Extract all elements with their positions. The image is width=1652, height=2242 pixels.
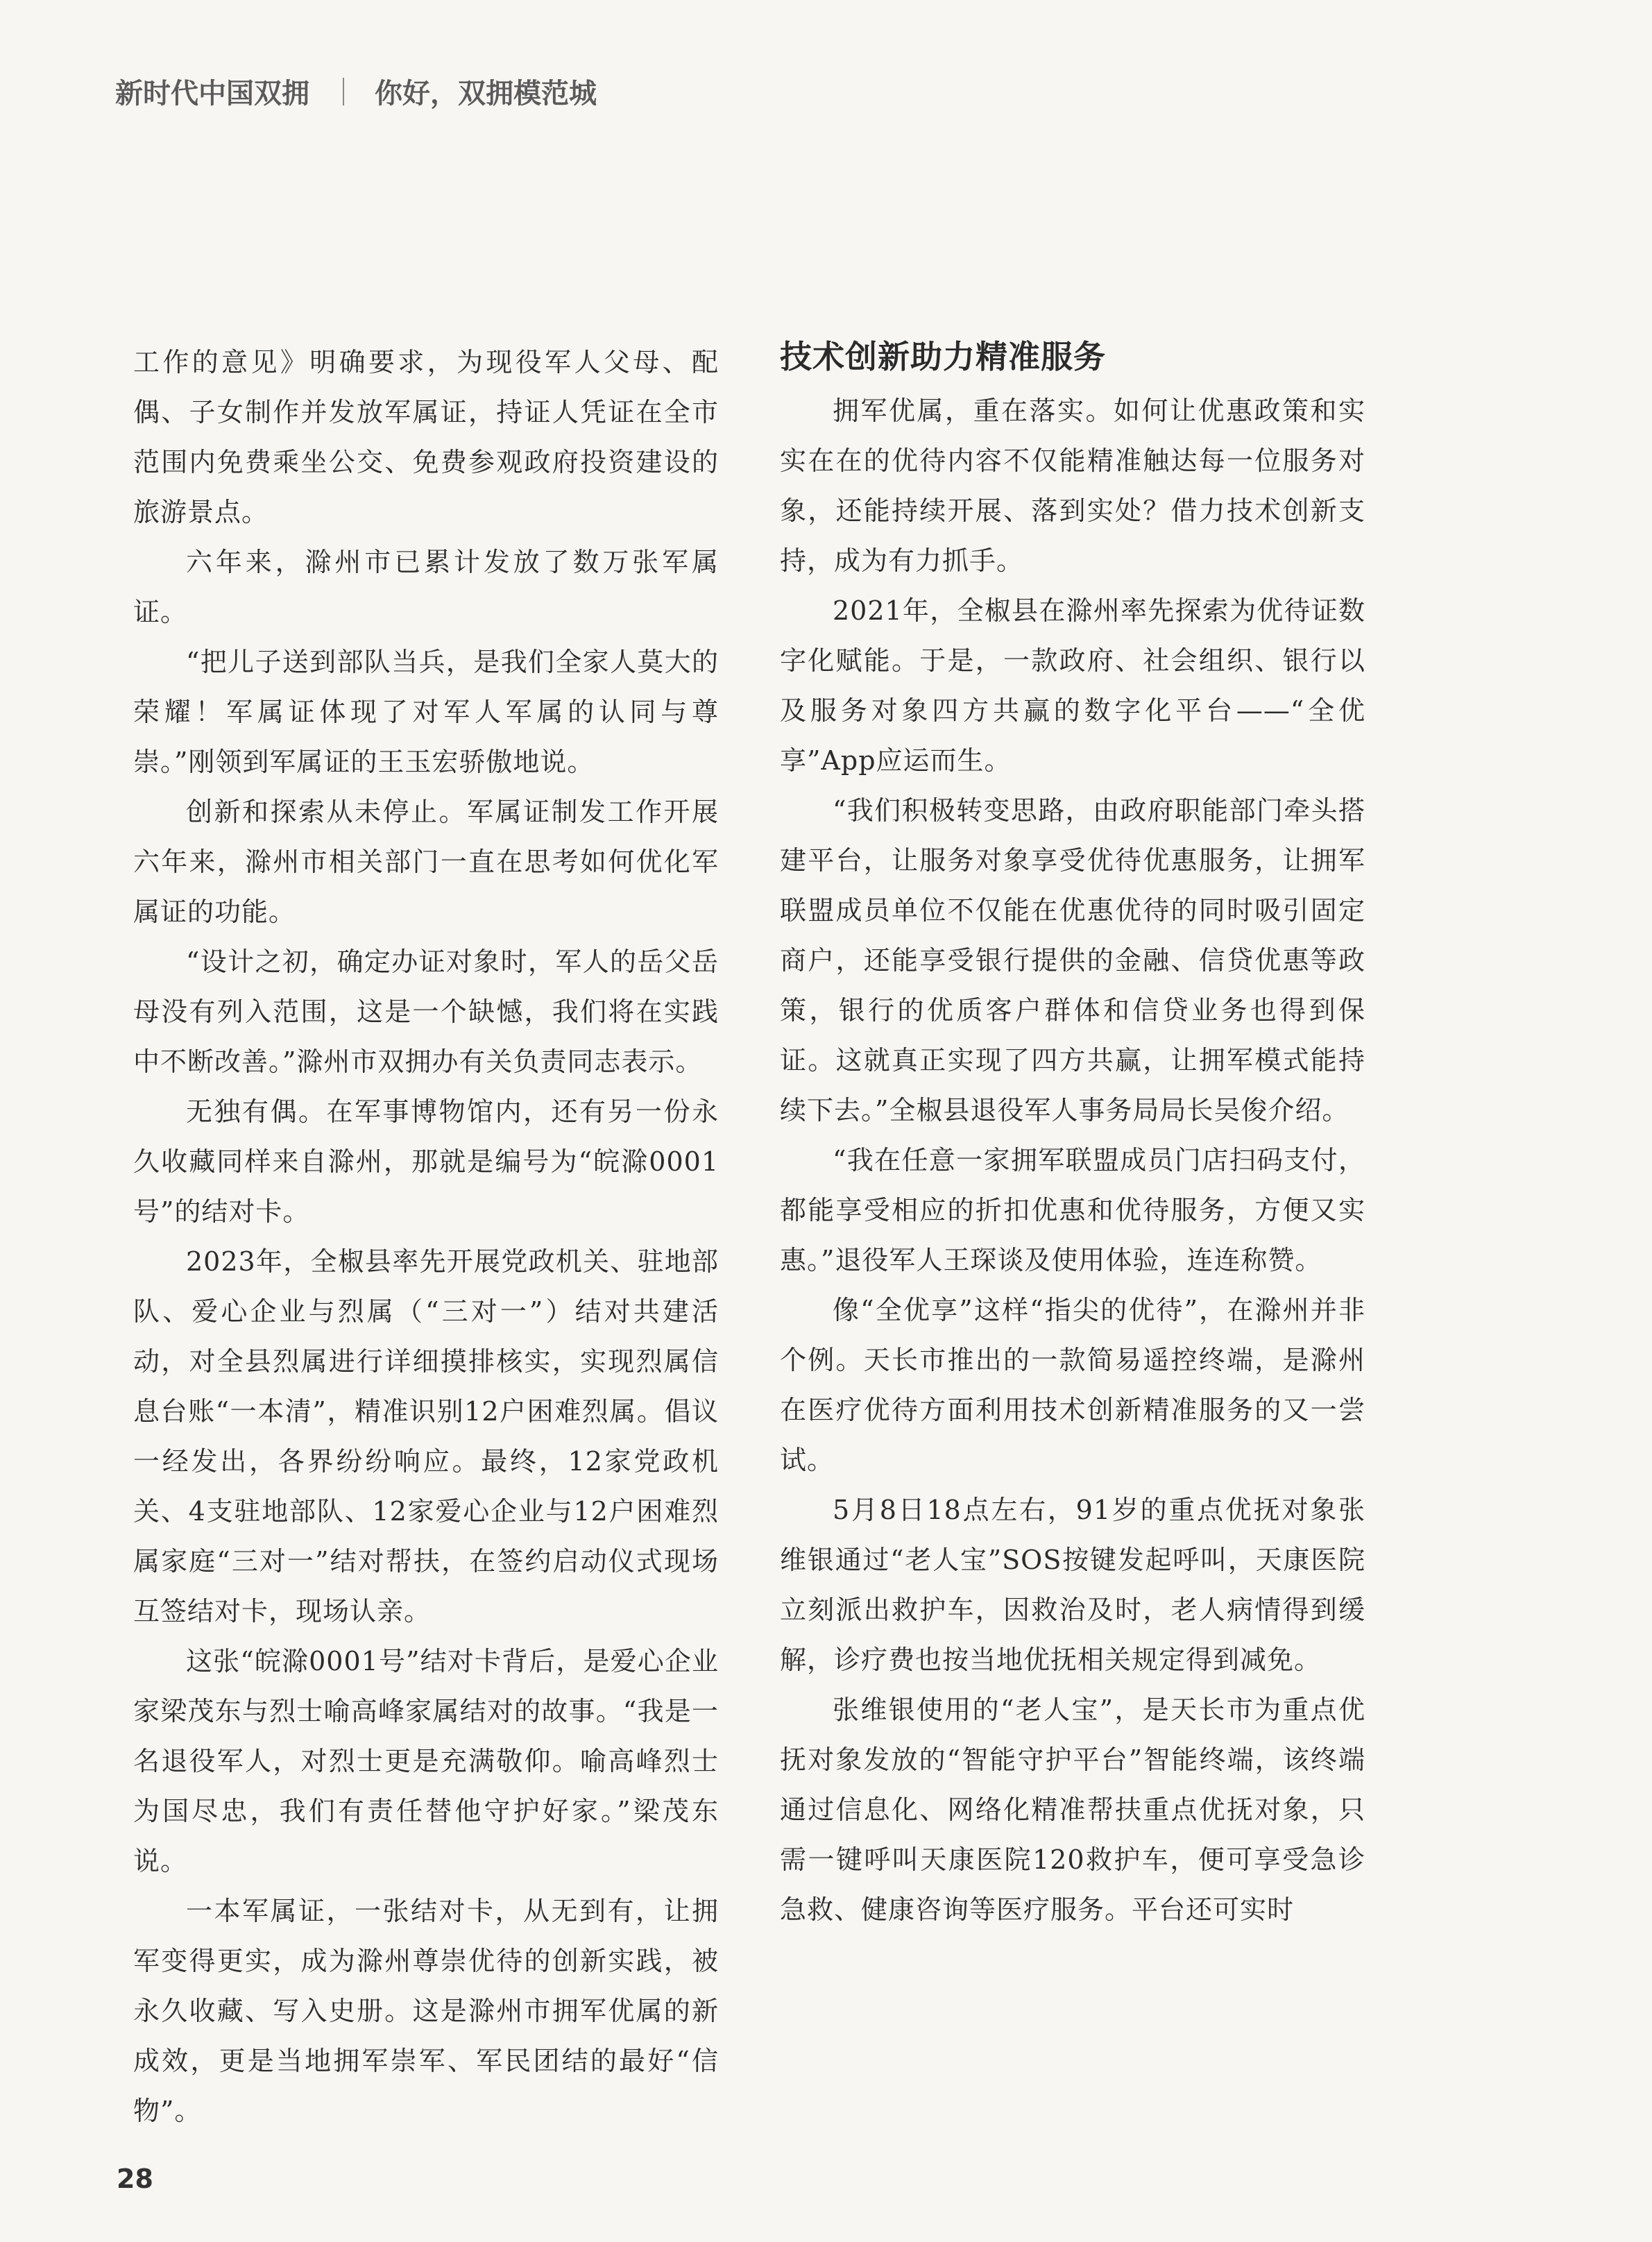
- left-column: [133, 337, 719, 2136]
- header-title: 你好，双拥模范城: [375, 78, 597, 110]
- right-column: [780, 332, 1365, 1935]
- paragraph: 六年来，滁州市已累计发放了数万张军属证。: [133, 547, 719, 627]
- paragraph: 2023年，全椒县率先开展党政机关、驻地部队、爱心企业与烈属（“三对一”）结对共建活动，对全县烈属进行详细摸排核实，实现烈属信息台账“一本清”，精准识别12户困难烈属。倡议一经发出，各界纷纷响应。最终，12家党政机关、4支驻地部队、12家爱心企业与12户困难烈属家庭“三对一”结对帮扶，在签约启动仪式现场互签结对卡，现场认亲。: [133, 1246, 719, 1627]
- paragraph: “设计之初，确定办证对象时，军人的岳父岳母没有列入范围，这是一个缺憾，我们将在实践中不断改善。”滁州市双拥办有关负责同志表示。: [133, 946, 719, 1077]
- header-section: 新时代中国双拥: [115, 78, 309, 110]
- paragraph: 创新和探索从未停止。军属证制发工作开展六年来，滁州市相关部门一直在思考如何优化军属证的功能。: [133, 797, 719, 927]
- paragraph: 5月8日18点左右，91岁的重点优抚对象张维银通过“老人宝”SOS按键发起呼叫，天康医院立刻派出救护车，因救治及时，老人病情得到缓解，诊疗费也按当地优抚相关规定得到减免。: [780, 1495, 1365, 1675]
- paragraph: 无独有偶。在军事博物馆内，还有另一份永久收藏同样来自滁州，那就是编号为“皖滁0001号”的结对卡。: [133, 1096, 719, 1227]
- paragraph: “我在任意一家拥军联盟成员门店扫码支付，都能享受相应的折扣优惠和优待服务，方便又实惠。”退役军人王琛谈及使用体验，连连称赞。: [780, 1145, 1365, 1275]
- paragraph: 张维银使用的“老人宝”，是天长市为重点优抚对象发放的“智能守护平台”智能终端，该终端通过信息化、网络化精准帮扶重点优抚对象，只需一键呼叫天康医院120救护车，便可享受急诊急救、健康咨询等医疗服务。平台还可实时: [780, 1695, 1365, 1925]
- paragraph: 工作的意见》明确要求，为现役军人父母、配偶、子女制作并发放军属证，持证人凭证在全市范围内免费乘坐公交、免费参观政府投资建设的旅游景点。: [133, 347, 719, 527]
- header-divider: [343, 78, 344, 105]
- paragraph: 一本军属证，一张结对卡，从无到有，让拥军变得更实，成为滁州尊崇优待的创新实践，被永久收藏、写入史册。这是滁州市拥军优属的新成效，更是当地拥军崇军、军民团结的最好“信物”。: [133, 1896, 719, 2126]
- section-heading: 技术创新助力精准服务: [780, 338, 1106, 375]
- paragraph: 像“全优享”这样“指尖的优待”，在滁州并非个例。天长市推出的一款简易遥控终端，是滁州在医疗优待方面利用技术创新精准服务的又一尝试。: [780, 1295, 1365, 1475]
- paragraph: 这张“皖滁0001号”结对卡背后，是爱心企业家梁茂东与烈士喻高峰家属结对的故事。“我是一名退役军人，对烈士更是充满敬仰。喻高峰烈士为国尽忠，我们有责任替他守护好家。”梁茂东说。: [133, 1646, 719, 1876]
- paragraph: 拥军优属，重在落实。如何让优惠政策和实实在在的优待内容不仅能精准触达每一位服务对象，还能持续开展、落到实处？借力技术创新支持，成为有力抓手。: [780, 396, 1365, 576]
- paragraph: 2021年，全椒县在滁州率先探索为优待证数字化赋能。于是，一款政府、社会组织、银行以及服务对象四方共赢的数字化平台——“全优享”App应运而生。: [780, 595, 1365, 776]
- running-header: [115, 71, 597, 111]
- page-number: 28: [117, 2164, 153, 2194]
- paragraph: “把儿子送到部队当兵，是我们全家人莫大的荣耀！军属证体现了对军人军属的认同与尊崇。”刚领到军属证的王玉宏骄傲地说。: [133, 647, 719, 777]
- paragraph: “我们积极转变思路，由政府职能部门牵头搭建平台，让服务对象享受优待优惠服务，让拥军联盟成员单位不仅能在优惠优待的同时吸引固定商户，还能享受银行提供的金融、信贷优惠等政策，银行的优质客户群体和信贷业务也得到保证。这就真正实现了四方共赢，让拥军模式能持续下去。”全椒县退役军人事务局局长吴俊介绍。: [780, 795, 1365, 1126]
